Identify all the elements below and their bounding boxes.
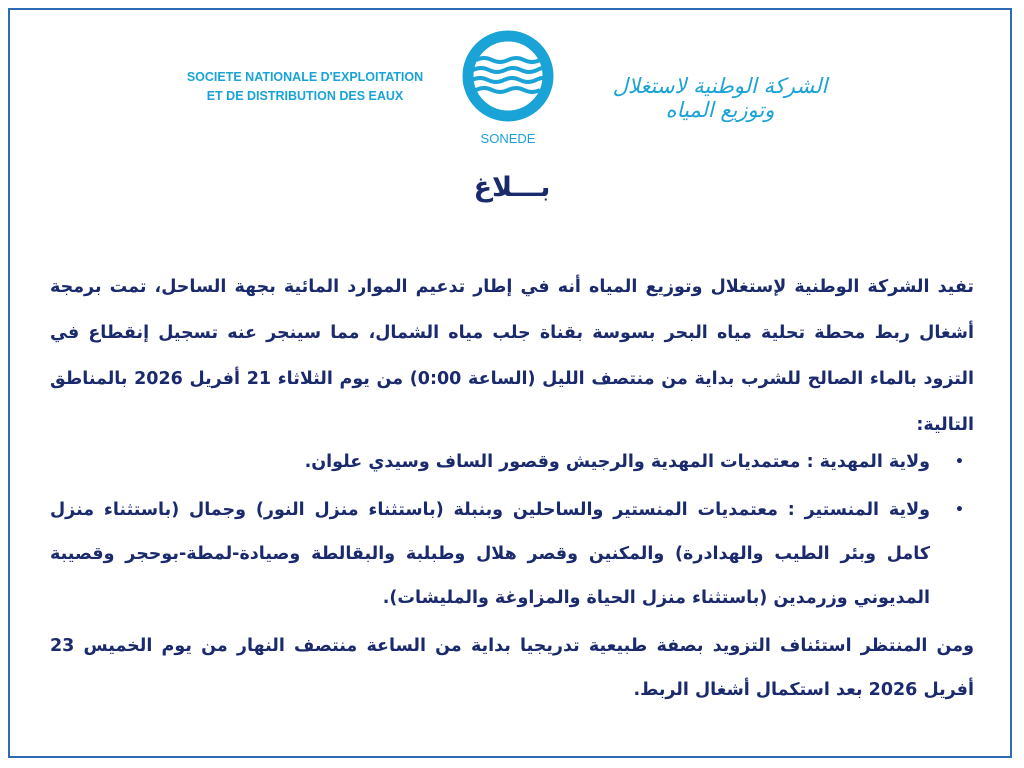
bullet-icon: • — [955, 502, 964, 518]
logo-label: SONEDE — [480, 131, 536, 146]
company-name-french-line2: ET DE DISTRIBUTION DES EAUX — [206, 89, 404, 103]
company-name-french — [170, 68, 440, 106]
document-title: بـــلاغ — [473, 172, 551, 203]
list-item — [50, 440, 974, 484]
bullet-icon: • — [955, 454, 964, 470]
closing-paragraph: ومن المنتظر استئناف التزويد بصفة طبيعية تدريجيا بداية من الساعة منتصف النهار من يوم الخميس 23 أفريل 2026 بعد استكمال أشغال الربط. — [50, 636, 974, 700]
company-name-french-line1: SOCIETE NATIONALE D'EXPLOITATION — [186, 70, 424, 84]
area-text: ولاية المهدية : معتمديات المهدية والرجيش وقصور الساف وسيدي علوان. — [304, 452, 930, 472]
intro-paragraph: تفيد الشركة الوطنية لإستغلال وتوزيع المياه أنه في إطار تدعيم الموارد المائية بجهة الساحل، تمت برمجة أشغال ربط محطة تحلية مياه البحر بسوسة بقناة جلب مياه الشمال، مما سينجر عنه تسجيل إنقطاع في التزود بالماء الصالح للشرب بداية من منتصف الليل (الساعة 0:00) من يوم الثلاثاء 21 أفريل 2026 بالمناطق التالية: — [50, 277, 974, 435]
area-text: ولاية المنستير : معتمديات المنستير والساحلين وبنبلة (باستثناء منزل النور) وجمال (باستثناء منزل كامل وبئر الطيب والهدادرة) والمكنين وقصر هلال وطبلبة والبقالطة وصيادة-لمطة-بوحجر وقصيبة المديوني وزرمدين (باستثناء منزل الحياة والمزاوغة والمليشات). — [50, 500, 930, 608]
company-name-arabic: الشركة الوطنية لاستغلال وتوزيع المياه — [612, 74, 828, 122]
affected-areas-list — [50, 440, 974, 620]
list-item — [50, 488, 974, 620]
